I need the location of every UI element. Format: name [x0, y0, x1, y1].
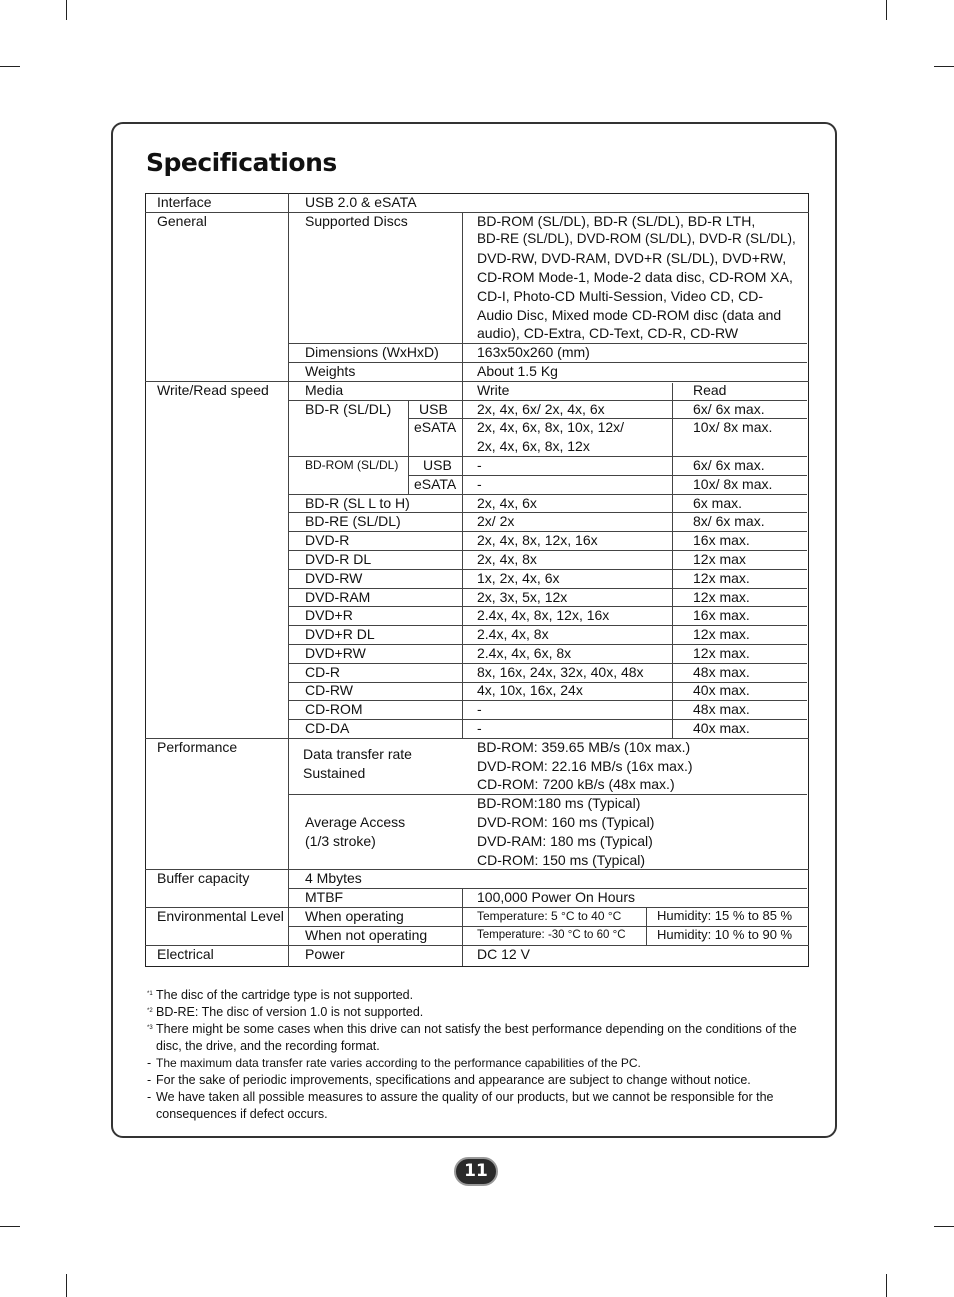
read-speed: 40x max.: [693, 720, 750, 736]
footnote-mark: *3: [147, 1025, 153, 1031]
supported-discs-line: CD-I, Photo-CD Multi-Session, Video CD, CD-: [477, 288, 764, 304]
mtbf-value: 100,000 Power On Hours: [477, 889, 635, 905]
column-divider: [408, 401, 409, 494]
crop-mark: [66, 1274, 67, 1297]
footnote-mark: -: [147, 1056, 152, 1070]
transfer-rate-value: BD-ROM: 359.65 MB/s (10x max.): [477, 739, 691, 755]
write-speed: -: [477, 457, 482, 473]
media-name: BD-R (SL L to H): [305, 495, 410, 511]
read-speed: 10x/ 8x max.: [693, 419, 773, 435]
dimensions-label: Dimensions (WxHxD): [305, 344, 439, 360]
mtbf-label: MTBF: [305, 889, 344, 905]
crop-mark: [934, 66, 954, 67]
column-divider: [462, 212, 463, 383]
write-speed: 2x, 4x, 8x, 12x, 16x: [477, 532, 598, 548]
category-electrical: Electrical: [157, 946, 214, 962]
supported-discs-line: Audio Disc, Mixed mode CD-ROM disc (data and: [477, 307, 782, 323]
access-time-value: DVD-RAM: 180 ms (Typical): [477, 833, 653, 849]
column-divider: [462, 888, 463, 966]
interface-type: eSATA: [414, 419, 457, 435]
media-header: Media: [305, 382, 344, 398]
footnote-text: We have taken all possible measures to assure the quality of our products, but we cannot be responsible for the consequences if defect occurs.: [156, 1090, 774, 1121]
interface-type: USB: [423, 457, 452, 473]
non-operating-humidity: Humidity: 10 % to 90 %: [657, 927, 793, 942]
footnote-text: BD-RE: The disc of version 1.0 is not supported.: [156, 1005, 424, 1019]
transfer-rate-value: DVD-ROM: 22.16 MB/s (16x max.): [477, 758, 693, 774]
read-speed: 12x max.: [693, 589, 750, 605]
footnote-text: The disc of the cartridge type is not supported.: [156, 988, 414, 1002]
access-time-value: DVD-ROM: 160 ms (Typical): [477, 814, 655, 830]
power-label: Power: [305, 946, 345, 962]
access-time-label: (1/3 stroke): [305, 833, 376, 849]
crop-mark: [934, 1226, 954, 1227]
write-speed: 8x, 16x, 24x, 32x, 40x, 48x: [477, 664, 644, 680]
write-speed: 2x, 4x, 6x, 8x, 12x: [477, 438, 590, 454]
media-name: BD-RE (SL/DL): [305, 513, 401, 529]
media-name: DVD-R DL: [305, 551, 372, 567]
supported-discs-line: BD-RE (SL/DL), DVD-ROM (SL/DL), DVD-R (SL/DL),: [477, 231, 796, 246]
crop-mark: [0, 66, 20, 67]
crop-mark: [886, 0, 887, 20]
footnote: [147, 1072, 817, 1089]
write-speed: 2x, 4x, 6x/ 2x, 4x, 6x: [477, 401, 605, 417]
media-name: CD-DA: [305, 720, 350, 736]
media-name: CD-RW: [305, 682, 353, 698]
access-time-value: CD-ROM: 150 ms (Typical): [477, 852, 646, 868]
write-speed: 2x, 4x, 8x: [477, 551, 537, 567]
write-speed: 2x/ 2x: [477, 513, 515, 529]
interface-type: USB: [419, 401, 448, 417]
column-divider: [672, 383, 673, 738]
weight-label: Weights: [305, 363, 356, 379]
media-name: DVD-RAM: [305, 589, 371, 605]
footnote-text: The maximum data transfer rate varies according to the performance capabilities of the PC.: [156, 1056, 641, 1070]
media-name: DVD+R DL: [305, 626, 375, 642]
crop-mark: [66, 0, 67, 20]
footnote-mark: *1: [147, 991, 153, 997]
footnote-mark: -: [147, 1073, 152, 1087]
category-buffer: Buffer capacity: [157, 870, 250, 886]
media-name: DVD-R: [305, 532, 350, 548]
write-speed: 2.4x, 4x, 6x, 8x: [477, 645, 572, 661]
media-name: BD-R (SL/DL): [305, 401, 392, 417]
read-speed: 12x max.: [693, 626, 750, 642]
non-operating-label: When not operating: [305, 927, 428, 943]
read-speed: 12x max: [693, 551, 746, 567]
page-title: Specifications: [146, 148, 337, 177]
category-speed: Write/Read speed: [157, 382, 269, 398]
write-speed: -: [477, 720, 482, 736]
footnote-mark: -: [147, 1090, 152, 1104]
operating-humidity: Humidity: 15 % to 85 %: [657, 908, 793, 923]
access-time-label: Average Access: [305, 814, 406, 830]
read-speed: 48x max.: [693, 664, 750, 680]
supported-discs-label: Supported Discs: [305, 213, 408, 229]
media-name: CD-R: [305, 664, 340, 680]
supported-discs-line: CD-ROM Mode-1, Mode-2 data disc, CD-ROM XA,: [477, 269, 793, 285]
media-name: CD-ROM: [305, 701, 363, 717]
read-speed: 6x max.: [693, 495, 743, 511]
read-speed: 16x max.: [693, 607, 750, 623]
transfer-rate-value: CD-ROM: 7200 kB/s (48x max.): [477, 776, 675, 792]
write-speed: 2x, 3x, 5x, 12x: [477, 589, 568, 605]
media-name: DVD+R: [305, 607, 353, 623]
write-header: Write: [477, 382, 510, 398]
footnotes: [147, 987, 817, 1123]
read-speed: 40x max.: [693, 682, 750, 698]
write-speed: -: [477, 476, 482, 492]
write-speed: 1x, 2x, 4x, 6x: [477, 570, 560, 586]
crop-mark: [0, 1226, 20, 1227]
interface-value: USB 2.0 & eSATA: [305, 194, 417, 210]
read-speed: 8x/ 6x max.: [693, 513, 765, 529]
write-speed: 2.4x, 4x, 8x: [477, 626, 549, 642]
column-divider: [288, 193, 289, 967]
media-name: DVD+RW: [305, 645, 366, 661]
category-interface: Interface: [157, 194, 212, 210]
page-number: 11: [454, 1157, 498, 1186]
media-name: BD-ROM (SL/DL): [305, 458, 399, 472]
media-name: DVD-RW: [305, 570, 363, 586]
weight-value: About 1.5 Kg: [477, 363, 558, 379]
footnote: [147, 1089, 817, 1123]
write-speed: -: [477, 701, 482, 717]
write-speed: 2.4x, 4x, 8x, 12x, 16x: [477, 607, 610, 623]
read-speed: 6x/ 6x max.: [693, 401, 765, 417]
read-speed: 6x/ 6x max.: [693, 457, 765, 473]
footnote: [147, 1021, 817, 1055]
supported-discs-line: audio), CD-Extra, CD-Text, CD-R, CD-RW: [477, 325, 739, 341]
supported-discs-line: BD-ROM (SL/DL), BD-R (SL/DL), BD-R LTH,: [477, 213, 756, 229]
footnote-text: There might be some cases when this drive can not satisfy the best performance depending on the conditions of the disc, the drive, and the recording format.: [156, 1022, 797, 1053]
power-value: DC 12 V: [477, 946, 530, 962]
write-speed: 2x, 4x, 6x: [477, 495, 537, 511]
non-operating-temperature: Temperature: -30 °C to 60 °C: [477, 929, 626, 941]
write-speed: 4x, 10x, 16x, 24x: [477, 682, 583, 698]
footnote-text: For the sake of periodic improvements, specifications and appearance are subject to change without notice.: [156, 1073, 751, 1087]
footnote: [147, 1055, 817, 1072]
operating-label: When operating: [305, 908, 404, 924]
column-divider: [462, 383, 463, 738]
write-speed: 2x, 4x, 6x, 8x, 10x, 12x/: [477, 419, 625, 435]
buffer-value: 4 Mbytes: [305, 870, 362, 886]
crop-mark: [886, 1274, 887, 1297]
footnote-mark: *2: [147, 1008, 153, 1014]
read-speed: 12x max.: [693, 645, 750, 661]
category-performance: Performance: [157, 739, 238, 755]
read-speed: 16x max.: [693, 532, 750, 548]
read-speed: 12x max.: [693, 570, 750, 586]
access-time-value: BD-ROM:180 ms (Typical): [477, 795, 641, 811]
supported-discs-line: DVD-RW, DVD-RAM, DVD+R (SL/DL), DVD+RW,: [477, 250, 787, 266]
category-environment: Environmental Level: [157, 908, 284, 924]
read-header: Read: [693, 382, 727, 398]
footnote: [147, 1004, 817, 1021]
dimensions-value: 163x50x260 (mm): [477, 344, 590, 360]
transfer-rate-label: Data transfer rate: [303, 746, 412, 762]
transfer-rate-label: Sustained: [303, 765, 366, 781]
read-speed: 48x max.: [693, 701, 750, 717]
read-speed: 10x/ 8x max.: [693, 476, 773, 492]
operating-temperature: Temperature: 5 °C to 40 °C: [477, 909, 622, 923]
category-general: General: [157, 213, 207, 229]
footnote: [147, 987, 817, 1004]
interface-type: eSATA: [414, 476, 457, 492]
